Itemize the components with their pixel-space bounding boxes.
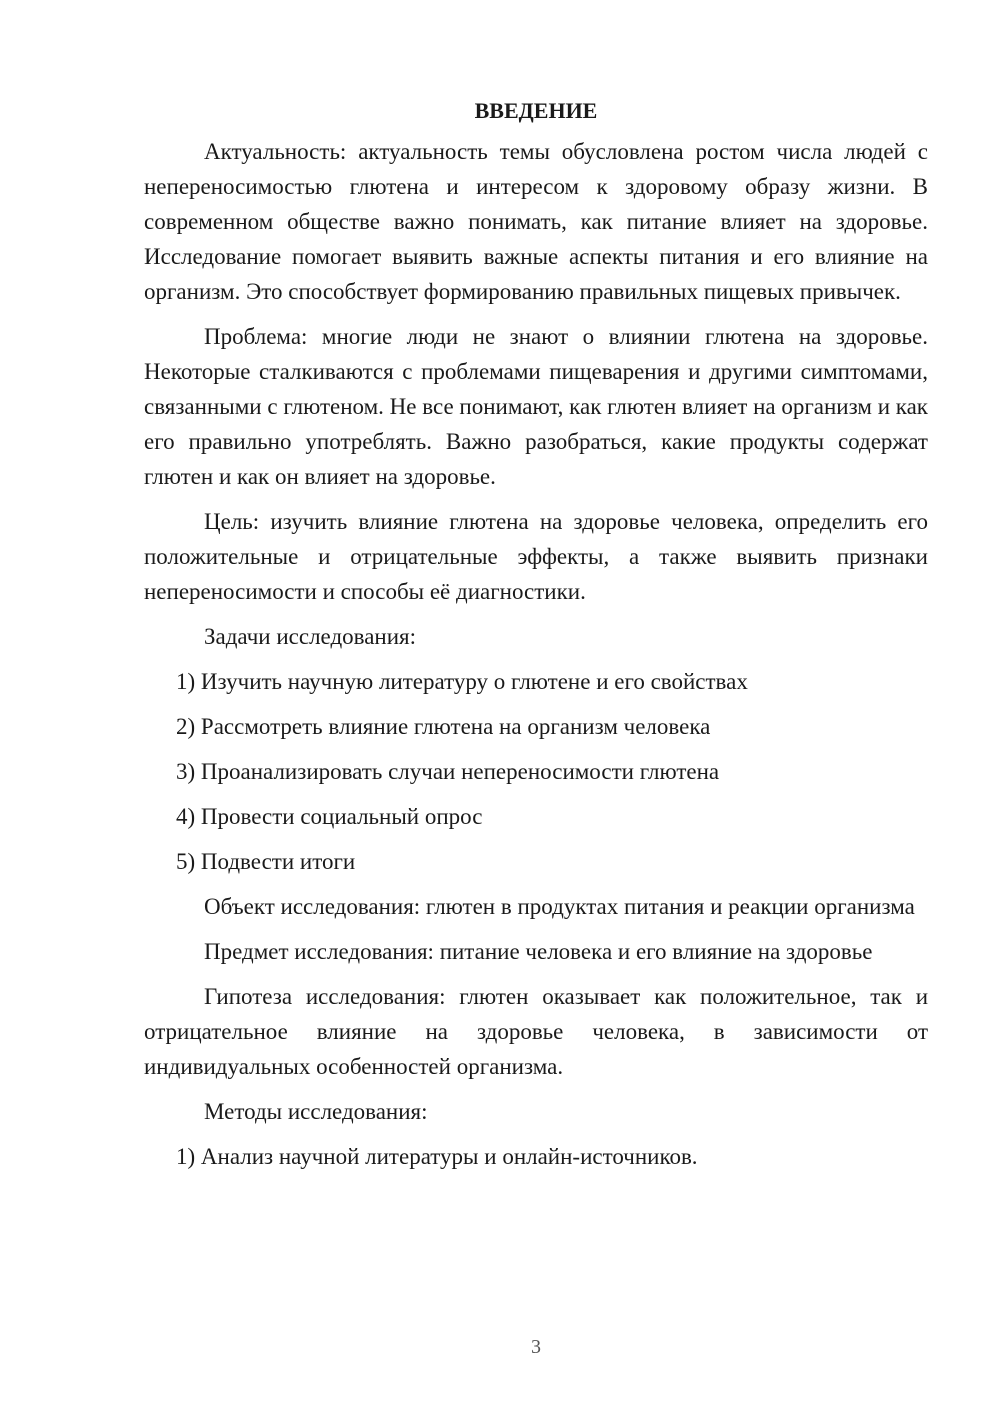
- object-paragraph: Объект исследования: глютен в продуктах питания и реакции организма: [204, 894, 915, 919]
- goal-paragraph: Цель: изучить влияние глютена на здоровье человека, определить его положительные и отрицательные эффекты, а также выявить признаки непереносимости и способы её диагностики.: [144, 509, 928, 604]
- hypothesis-paragraph: Гипотеза исследования: глютен оказывает как положительное, так и отрицательное влияние на здоровье человека, в зависимости от индивидуальных особенностей организма.: [144, 984, 928, 1079]
- methods-list: [144, 1139, 928, 1174]
- task-item: 5) Подвести итоги: [176, 849, 356, 874]
- page-number: 3: [531, 1336, 541, 1358]
- method-item: 1) Анализ научной литературы и онлайн-источников.: [176, 1144, 698, 1169]
- methods-heading: Методы исследования:: [204, 1099, 428, 1124]
- task-item: 4) Провести социальный опрос: [176, 804, 483, 829]
- task-item: 2) Рассмотреть влияние глютена на организм человека: [176, 714, 711, 739]
- problem-paragraph: Проблема: многие люди не знают о влиянии глютена на здоровье. Некоторые сталкиваются с проблемами пищеварения и другими симптомами, связанными с глютеном. Не все понимают, как глютен влияет на организм и как его правильно употреблять. Важно разобраться, какие продукты содержат глютен и как он влияет на здоровье.: [144, 324, 928, 489]
- relevance-paragraph: Актуальность: актуальность темы обусловлена ростом числа людей с непереносимостью глютена и интересом к здоровому образу жизни. В современном обществе важно понимать, как питание влияет на здоровье. Исследование помогает выявить важные аспекты питания и его влияние на организм. Это способствует формированию правильных пищевых привычек.: [144, 139, 928, 304]
- subject-paragraph: Предмет исследования: питание человека и его влияние на здоровье: [204, 939, 873, 964]
- task-item: 3) Проанализировать случаи непереносимости глютена: [176, 759, 720, 784]
- page-title: ВВЕДЕНИЕ: [474, 98, 598, 123]
- tasks-heading: Задачи исследования:: [204, 624, 417, 649]
- tasks-list: [144, 664, 928, 879]
- page-content: [144, 96, 928, 1184]
- task-item: 1) Изучить научную литературу о глютене и его свойствах: [176, 669, 748, 694]
